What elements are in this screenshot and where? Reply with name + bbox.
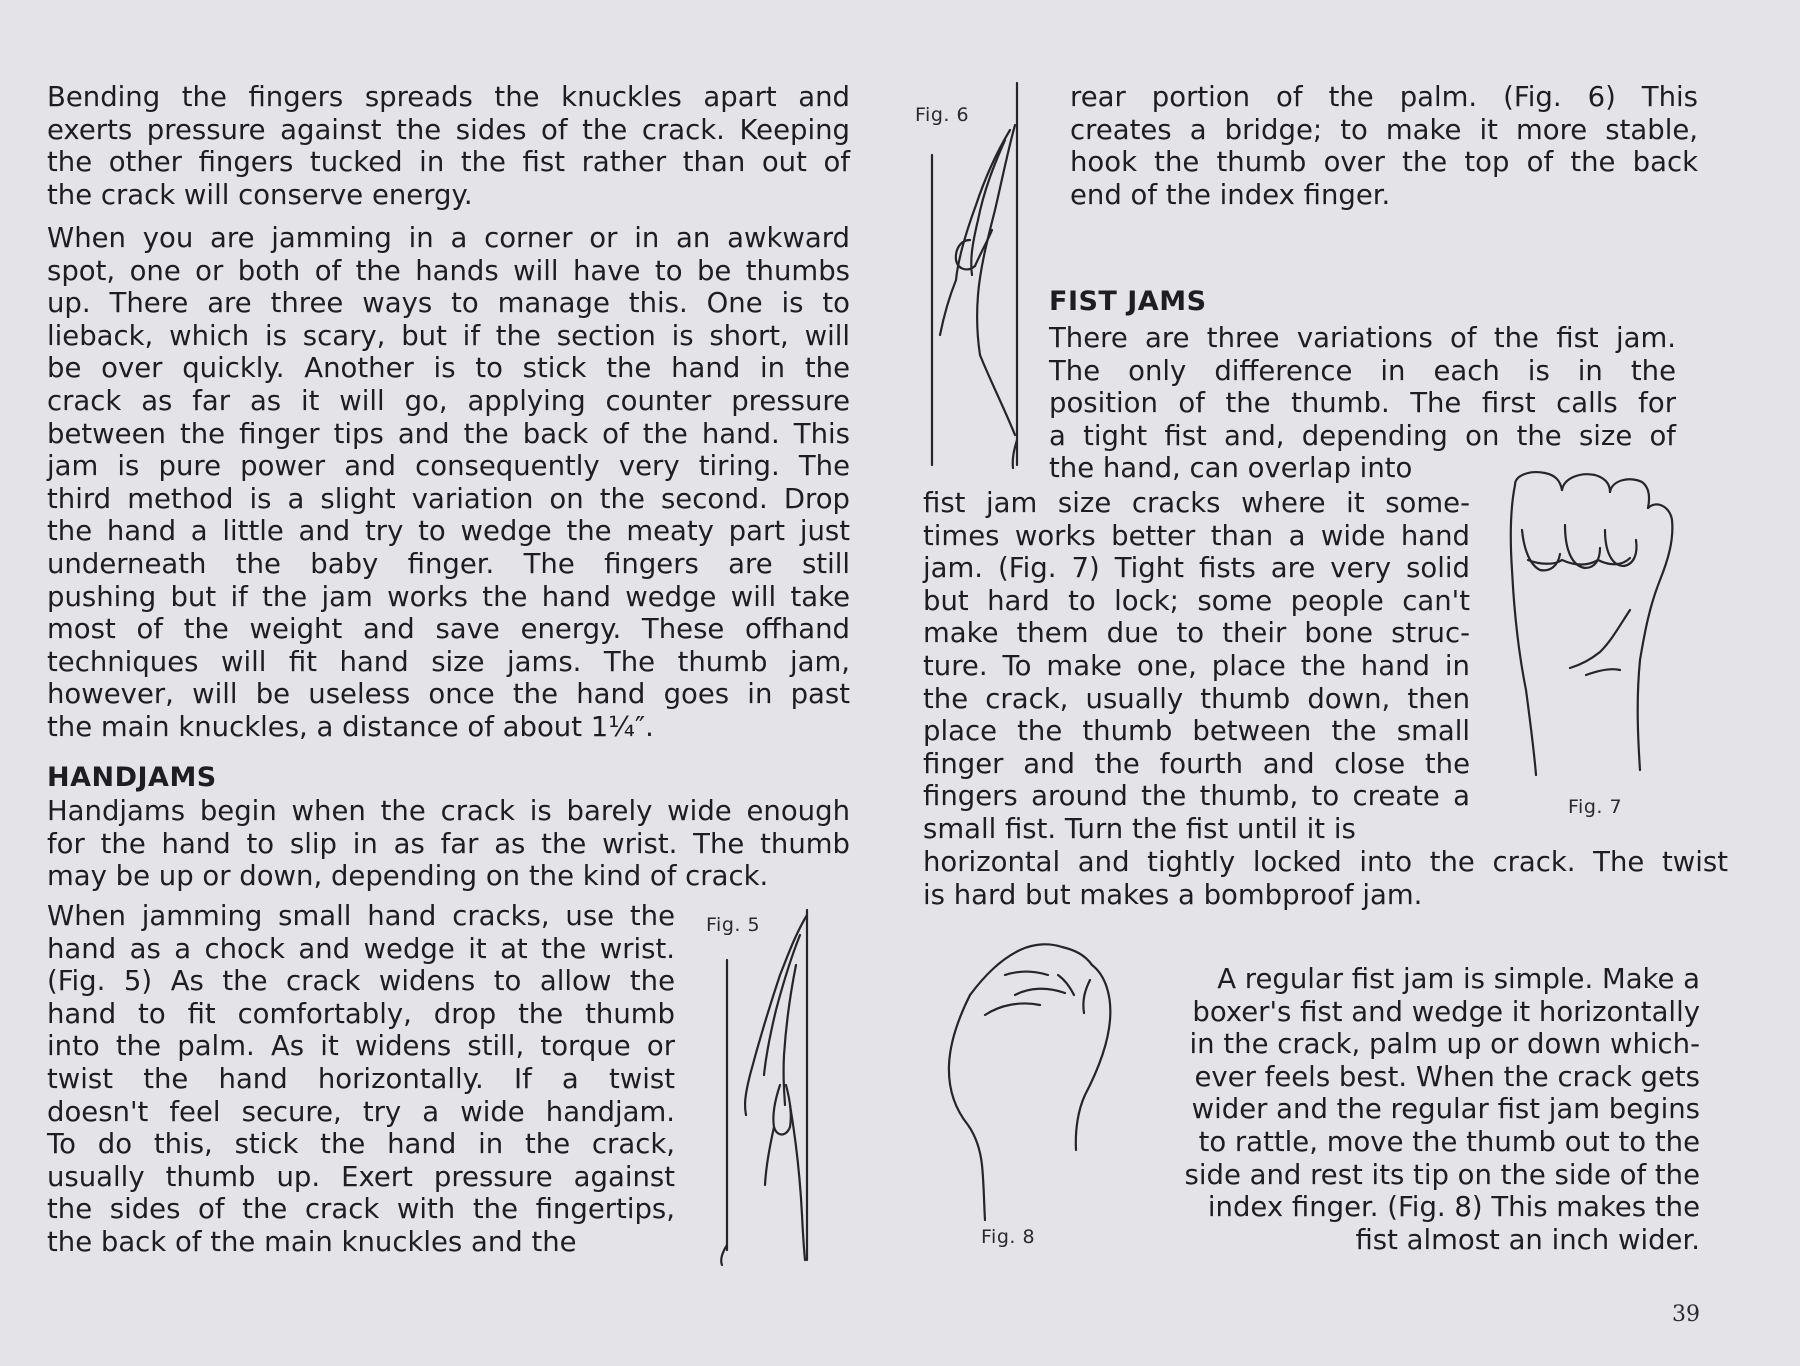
text-line: the other fingers tucked in the fist rather than out of	[47, 146, 850, 179]
text-line: between the finger tips and the back of the hand. This	[47, 417, 850, 450]
text-line: the crack will conserve energy.	[47, 178, 473, 211]
text-line: boxer's fist and wedge it horizontally	[1192, 995, 1700, 1028]
text-line: be over quickly. Another is to stick the hand in the	[47, 352, 850, 385]
left-paragraph-3	[47, 795, 850, 893]
right-paragraph-4	[923, 846, 1728, 911]
left-paragraph-1	[47, 81, 850, 211]
text-line: hook the thumb over the top of the back	[1070, 146, 1698, 179]
text-line: fist jam size cracks where it some-	[923, 487, 1470, 519]
text-line: the hand a little and try to wedge the meaty part just	[47, 515, 850, 548]
right-paragraph-5	[1140, 963, 1700, 1256]
text-line: twist the hand horizontally. If a twist	[47, 1062, 675, 1095]
text-line: There are three variations of the fist jam.	[1049, 322, 1676, 354]
text-line: fist almost an inch wider.	[1355, 1223, 1700, 1256]
text-line: hand as a chock and wedge it at the wrist.	[47, 932, 675, 965]
text-line: pushing but if the jam works the hand wedge will take	[47, 580, 850, 613]
text-line: the crack, usually thumb down, then	[923, 682, 1470, 715]
fig5-hand-illustration	[700, 905, 820, 1265]
fig8-caption: Fig. 8	[981, 1226, 1036, 1248]
text-line: up. There are three ways to manage this. One is to	[47, 287, 850, 320]
right-paragraph-2	[1049, 322, 1676, 485]
text-line: to rattle, move the thumb out to the	[1198, 1125, 1700, 1158]
text-line: place the thumb between the small	[923, 715, 1470, 748]
text-line: rear portion of the palm. (Fig. 6) This	[1070, 81, 1698, 113]
text-line: Handjams begin when the crack is barely wide enough	[47, 795, 850, 827]
text-line: the hand, can overlap into	[1049, 452, 1413, 485]
text-line: jam. (Fig. 7) Tight fists are very solid	[923, 552, 1470, 585]
text-line: fingers around the thumb, to create a	[923, 780, 1470, 813]
text-line: into the palm. As it widens still, torque or	[47, 1030, 675, 1063]
text-line: creates a bridge; to make it more stable,	[1070, 113, 1698, 146]
text-line: make them due to their bone struc-	[923, 617, 1470, 650]
text-line: is hard but makes a bombproof jam.	[923, 878, 1423, 911]
text-line: jam is pure power and consequently very tiring. The	[47, 450, 850, 483]
text-line: side and rest its tip on the side of the	[1184, 1158, 1700, 1191]
right-paragraph-3	[923, 487, 1470, 846]
text-line: index finger. (Fig. 8) This makes the	[1207, 1191, 1700, 1224]
text-line: small fist. Turn the fist until it is	[923, 812, 1356, 845]
text-line: exerts pressure against the sides of the crack. Keeping	[47, 113, 850, 146]
fig7-fist-illustration	[1500, 470, 1680, 785]
text-line: lieback, which is scary, but if the section is short, will	[47, 319, 850, 352]
text-line: The only difference in each is in the	[1049, 354, 1676, 387]
text-line: spot, one or both of the hands will have to be thumbs	[47, 254, 850, 287]
text-line: the sides of the crack with the fingertips,	[47, 1193, 675, 1226]
text-line: usually thumb up. Exert pressure against	[47, 1160, 675, 1193]
text-line: doesn't feel secure, try a wide handjam.	[47, 1095, 675, 1128]
text-line: times works better than a wide hand	[923, 519, 1470, 552]
text-line: however, will be useless once the hand goes in past	[47, 678, 850, 711]
fig6-caption: Fig. 6	[915, 104, 970, 126]
text-line: ture. To make one, place the hand in	[923, 649, 1470, 682]
text-line: A regular fist jam is simple. Make a	[1217, 963, 1700, 995]
text-line: third method is a slight variation on the second. Drop	[47, 482, 850, 515]
right-paragraph-1	[1070, 81, 1698, 211]
text-line: horizontal and tightly locked into the crack. The twist	[923, 846, 1728, 878]
text-line: underneath the baby finger. The fingers are still	[47, 547, 850, 580]
fig7-caption: Fig. 7	[1568, 796, 1623, 818]
fig8-fist-illustration	[940, 935, 1125, 1235]
fist-jams-heading: FIST JAMS	[1049, 286, 1207, 317]
text-line: position of the thumb. The first calls for	[1049, 387, 1676, 420]
text-line: end of the index finger.	[1070, 178, 1391, 211]
left-paragraph-2	[47, 222, 850, 744]
text-line: the back of the main knuckles and the	[47, 1225, 577, 1258]
text-line: most of the weight and save energy. These offhand	[47, 613, 850, 646]
text-line: for the hand to slip in as far as the wrist. The thumb	[47, 827, 850, 860]
text-line: When jamming small hand cracks, use the	[47, 900, 675, 932]
fig5-caption: Fig. 5	[706, 914, 761, 936]
handjams-heading: HANDJAMS	[47, 762, 217, 793]
text-line: in the crack, palm up or down which-	[1189, 1028, 1700, 1061]
text-line: a tight fist and, depending on the size of	[1049, 419, 1676, 452]
left-paragraph-4	[47, 900, 675, 1259]
text-line: When you are jamming in a corner or in an awkward	[47, 222, 850, 254]
text-line: hand to fit comfortably, drop the thumb	[47, 997, 675, 1030]
text-line: techniques will fit hand size jams. The thumb jam,	[47, 645, 850, 678]
text-line: ever feels best. When the crack gets	[1194, 1060, 1700, 1093]
fig6-hand-illustration	[920, 80, 1030, 475]
text-line: may be up or down, depending on the kind of crack.	[47, 860, 769, 893]
text-line: wider and the regular fist jam begins	[1191, 1093, 1700, 1126]
page-number: 39	[1672, 1302, 1700, 1327]
text-line: but hard to lock; some people can't	[923, 584, 1470, 617]
text-line: Bending the fingers spreads the knuckles apart and	[47, 81, 850, 113]
text-line: (Fig. 5) As the crack widens to allow the	[47, 965, 675, 998]
text-line: finger and the fourth and close the	[923, 747, 1470, 780]
text-line: the main knuckles, a distance of about 1¼″.	[47, 710, 654, 743]
text-line: To do this, stick the hand in the crack,	[47, 1128, 675, 1161]
text-line: crack as far as it will go, applying counter pressure	[47, 384, 850, 417]
